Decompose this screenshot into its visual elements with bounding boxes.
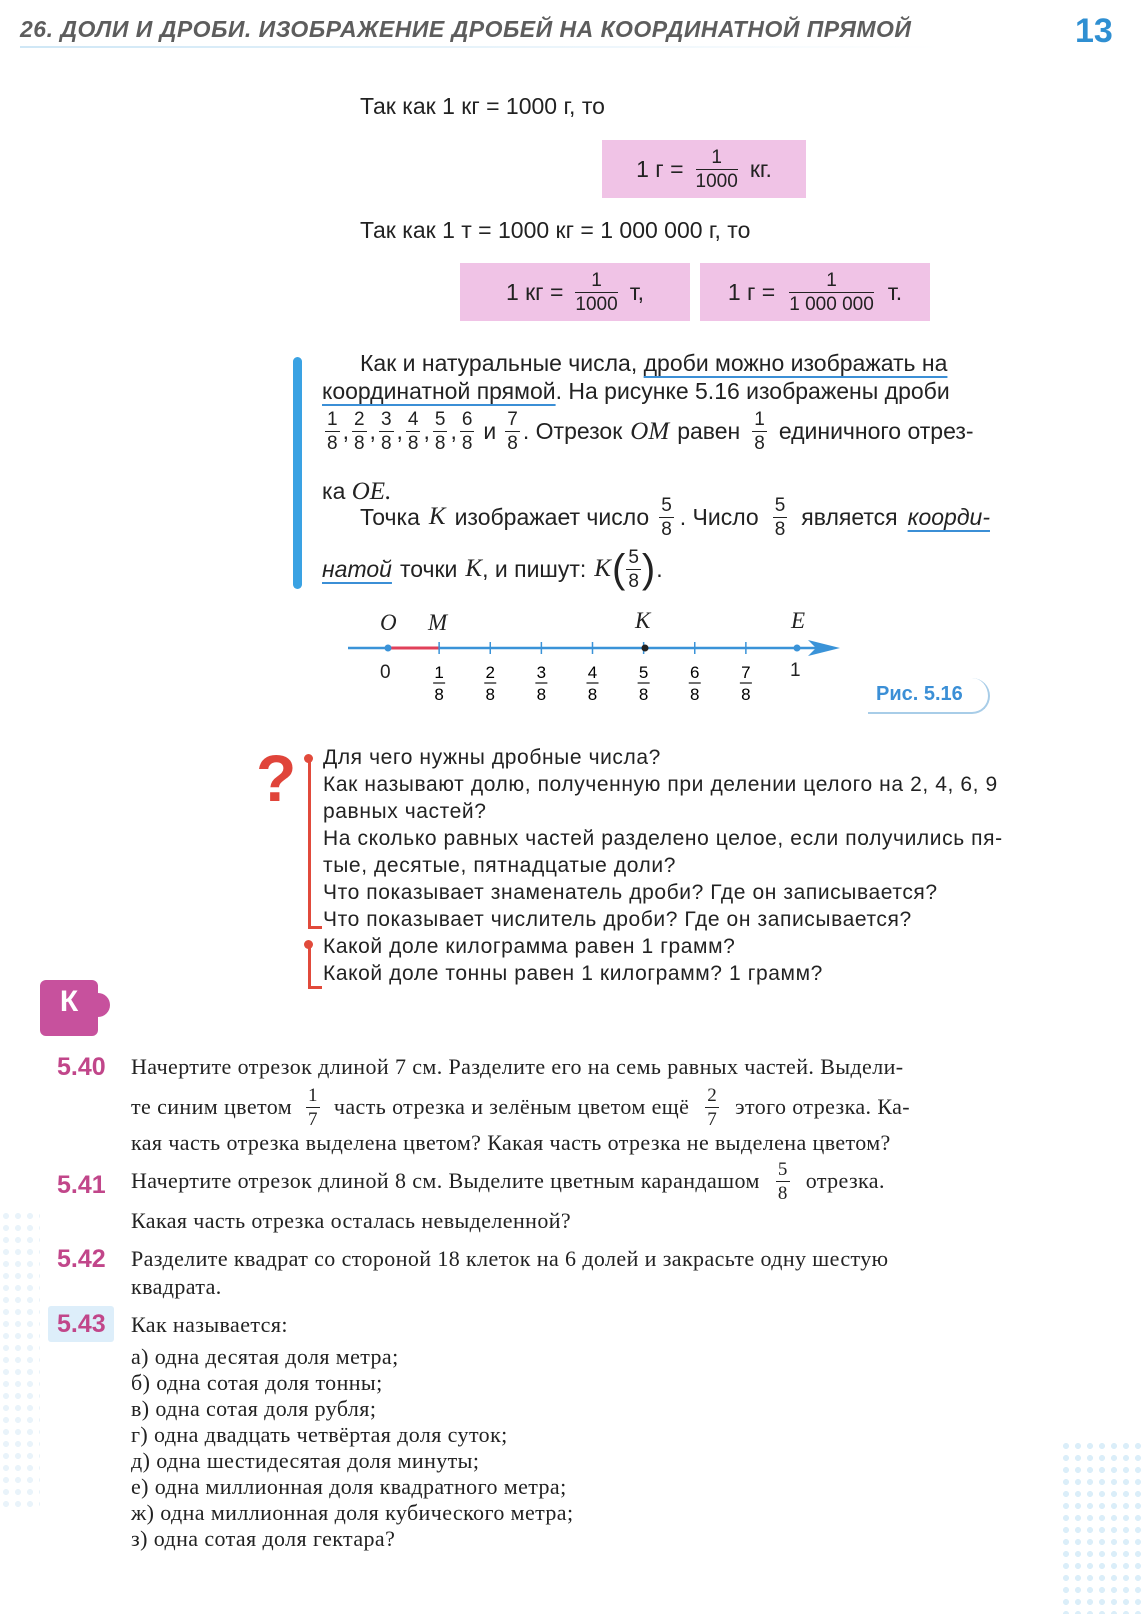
bullet-dot-2 [304,940,313,949]
tick-label-numerator: 7 [741,663,751,682]
fraction-6-8: $\frac{6}{8}$ [461,409,473,454]
theory-line-5: Точка K изображает число $\frac{5}{8}$ . Число $\frac{5}{8}$ является коорди- [360,494,990,540]
fraction-1-1000: $\frac{1}{1000}$ [695,146,738,192]
point-e [794,645,801,652]
theory-line-1: Как и натуральные числа, дроби можно изображать на [360,350,948,376]
exercise-541-line-1: Начертите отрезок длиной 8 см. Выделите цветным карандашом $\frac{5}{8}$ отрезка. [131,1158,885,1204]
formula-box-g-t: 1 г = $\frac{1}{1 000 000}$ т. [700,263,930,321]
theory-accent-bar [293,357,302,589]
tick-label-numerator: 2 [485,663,495,682]
tick-label-denominator: 8 [638,685,649,704]
decorative-dot-pattern-left [0,1210,40,1510]
tick-label-0: 0 [380,662,391,683]
tick-label-denominator: 8 [741,685,751,704]
exercise-540-line-1: Начертите отрезок длиной 7 см. Разделите его на семь равных частей. Выдели- [131,1054,904,1079]
list-item: з) одна сотая доля гектара? [131,1526,396,1551]
figure-caption: Рис. 5.16 [876,683,963,705]
tick-label-numerator: 4 [587,663,598,682]
exercise-number-542: 5.42 [57,1245,106,1273]
fraction-1-8-om: $\frac{1}{8}$ [754,409,765,454]
label-e: E [791,608,806,633]
fraction-2-8: $\frac{2}{8}$ [353,409,365,454]
fraction-5-8-b: $\frac{5}{8}$ [774,494,786,540]
units-line-1: Так как 1 кг = 1000 г, то [360,93,605,119]
fraction-2-7: $\frac{2}{7}$ [707,1084,718,1130]
point-o [385,645,392,652]
tick-label-denominator: 8 [536,685,547,704]
exercise-543-title: Как называется: [131,1312,288,1337]
fraction-3-8: $\frac{3}{8}$ [380,409,392,454]
fraction-7-8: $\frac{7}{8}$ [507,409,518,454]
label-k: K [635,608,651,633]
formula-unit: кг. [749,155,772,182]
exercise-number-541: 5.41 [57,1171,106,1199]
fraction-5-8-a: $\frac{5}{8}$ [661,494,672,540]
list-item: в) одна сотая доля рубля; [131,1396,377,1421]
tick-label-denominator: 8 [587,685,598,704]
bullet-dot-1 [304,754,313,763]
tick-label-denominator: 8 [434,685,444,704]
question-item: Какой доле тонны равен 1 килограмм? 1 грамм? [323,962,823,985]
questions-bracket-2 [308,944,321,988]
fraction-1-1000000: $\frac{1}{1 000 000}$ [789,269,874,315]
fraction-1-7: $\frac{1}{7}$ [308,1084,318,1130]
question-mark-icon: ? [256,741,297,815]
exercise-542-line-1: Разделите квадрат со стороной 18 клеток на 6 долей и закрасьте одну шестую [131,1246,889,1271]
questions-bracket-1 [308,756,321,928]
list-item: д) одна шестидесятая доля минуты; [131,1448,480,1473]
exercise-542-line-2: квадрата. [131,1274,222,1299]
theory-line-4: ка OE. [322,478,392,505]
tick-label-denominator: 8 [690,685,700,704]
header-divider [20,46,940,48]
question-item: Что показывает знаменатель дроби? Где он записывается? [323,881,938,904]
question-item: равных частей? [323,800,487,823]
list-item: г) одна двадцать четвёртая доля суток; [131,1422,508,1447]
fraction-1-8: $\frac{1}{8}$ [327,409,338,454]
exercise-540-line-3: кая часть отрезка выделена цветом? Какая часть отрезка не выделена цветом? [131,1130,891,1155]
question-item: Для чего нужны дробные числа? [323,746,661,769]
question-item: Как называют долю, полученную при делении целого на 2, 4, 6, 9 [323,773,998,796]
tick-label-numerator: 5 [638,663,649,682]
question-item: тые, десятые, пятнадцатые доли? [323,854,677,877]
exercise-540-line-2: те синим цветом $\frac{1}{7}$ часть отрезка и зелёным цветом ещё $\frac{2}{7}$ этого отрезка. Ка- [131,1084,911,1130]
theory-line-2: координатной прямой. На рисунке 5.16 изображены дроби [322,378,950,404]
exercise-number-543: 5.43 [57,1310,106,1338]
question-item: На сколько равных частей разделено целое, если получились пя- [323,827,1003,850]
fraction-5-8: $\frac{5}{8}$ [434,409,446,454]
units-line-2: Так как 1 т = 1000 кг = 1 000 000 г, то [360,217,751,243]
fraction-4-8: $\frac{4}{8}$ [407,409,419,454]
exercise-543-list [131,1344,573,1552]
tick-label-denominator: 8 [485,685,495,704]
fraction-1-1000-t: $\frac{1}{1000}$ [575,269,618,315]
list-item: а) одна десятая доля метра; [131,1344,399,1369]
list-item: е) одна миллионная доля квадратного метра; [131,1474,567,1499]
exercise-541-line-2: Какая часть отрезка осталась невыделенной? [131,1208,572,1233]
decorative-dot-pattern [1060,1440,1146,1614]
tick-label-numerator: 3 [536,663,547,682]
list-item: б) одна сотая доля тонны; [131,1370,383,1395]
label-m: M [428,610,448,635]
question-item: Что показывает числитель дроби? Где он записывается? [323,908,912,931]
formula-left: 1 г = [636,155,684,182]
tick-label-1: 1 [790,660,801,681]
question-item: Какой доле килограмма равен 1 грамм? [323,935,736,958]
label-o: O [380,610,397,635]
list-item: ж) одна миллионная доля кубического метра; [131,1500,574,1525]
fraction-5-8-ex: $\frac{5}{8}$ [777,1158,788,1204]
fraction-5-8-c: $\frac{5}{8}$ [628,546,639,592]
section-badge-k: К [40,980,98,1036]
theory-line-6: натой точки K , и пишут: K ( $\frac{5}{8}$ ) . [322,546,663,592]
formula-box-gram-kg [602,140,806,198]
theory-line-3: $\frac{1}{8}$ , $\frac{2}{8}$ , $\frac{3}{8}$ , $\frac{4}{8}$ , $\frac{5}{8}$ , $\frac{6}{8}$ и $\frac{7}{8}$ . Отрезок OM равен $\frac{1}{8}$ единичного отрез- [327,409,974,454]
formula-box-kg-t: 1 кг = $\frac{1}{1000}$ т, [460,263,690,321]
point-k [642,645,649,652]
page-number: 13 [1075,12,1113,50]
tick-label-numerator: 6 [690,663,700,682]
page-header-title: 26. ДОЛИ И ДРОБИ. ИЗОБРАЖЕНИЕ ДРОБЕЙ НА КООРДИНАТНОЙ ПРЯМОЙ [20,16,912,42]
tick-label-numerator: 1 [434,663,444,682]
questions-list [323,744,1003,987]
exercise-number-540: 5.40 [57,1053,106,1081]
